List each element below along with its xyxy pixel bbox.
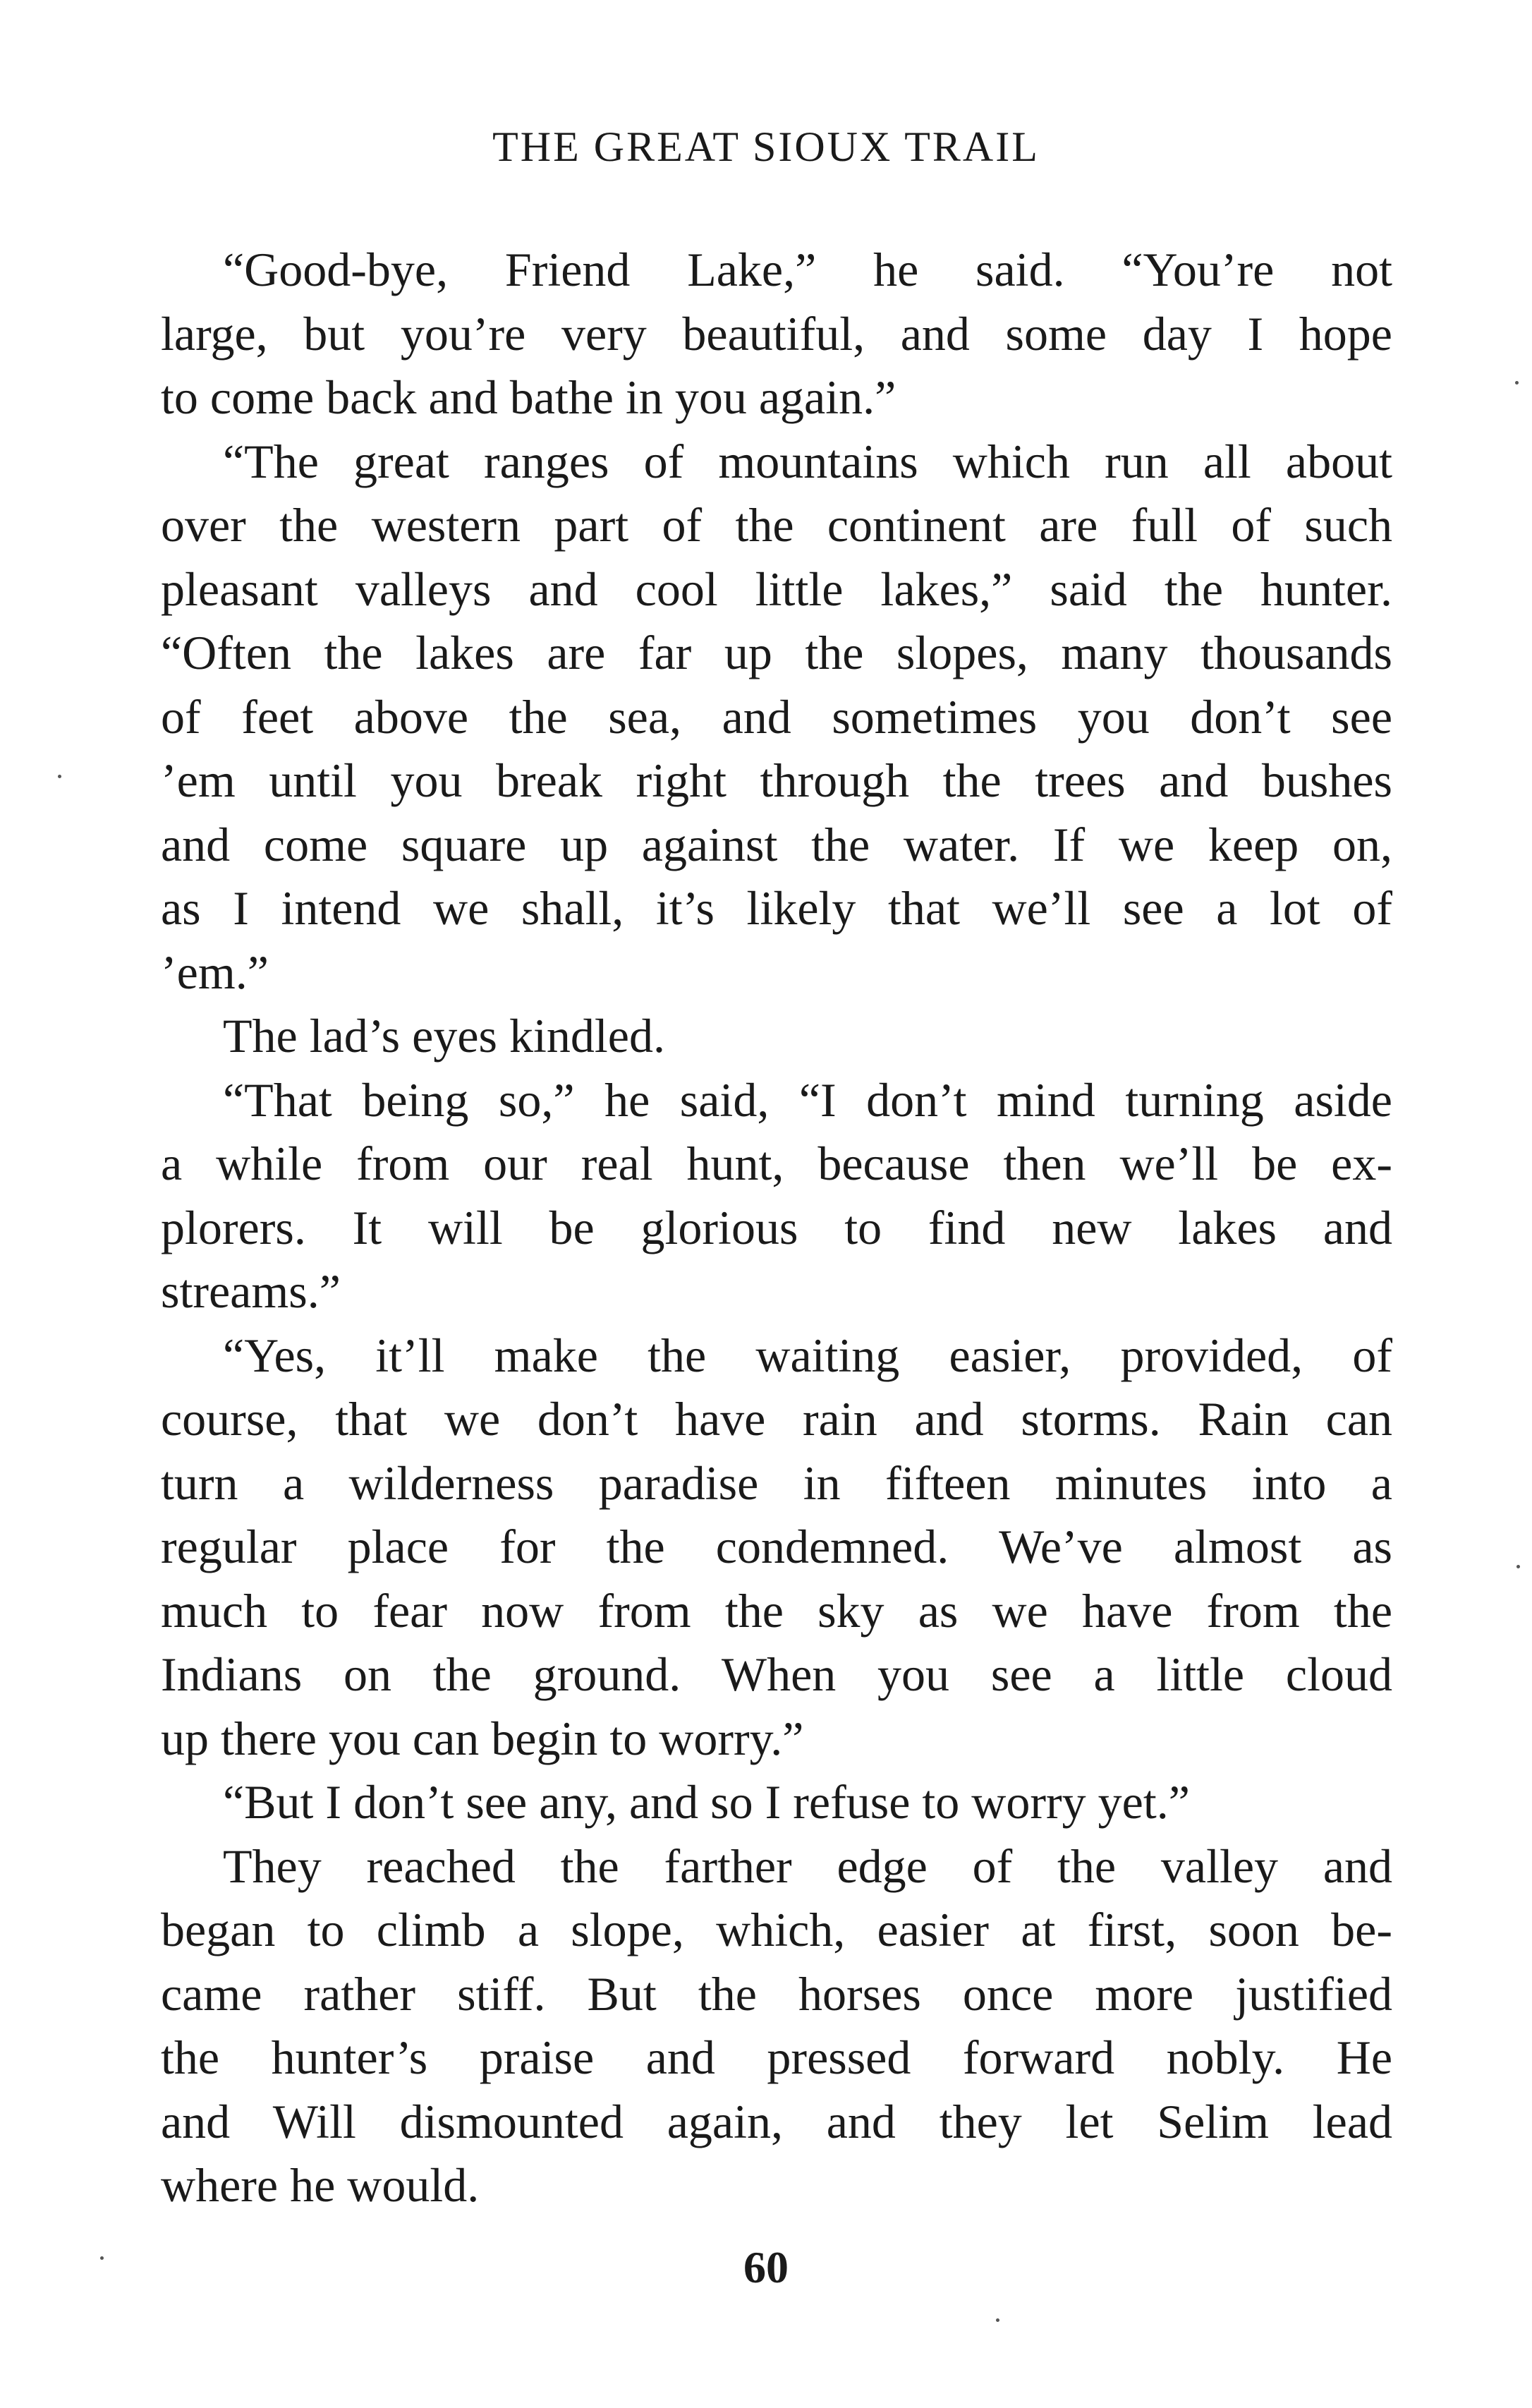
- text-line: streams.”: [161, 1264, 341, 1318]
- text-line: ’em until you break right through the trees and bushes: [161, 754, 1392, 807]
- text-line: and Will dismounted again, and they let Selim lead: [161, 2094, 1392, 2148]
- text-line: large, but you’re very beautiful, and some day I hope: [161, 306, 1392, 361]
- running-head: THE GREAT SIOUX TRAIL: [492, 123, 1040, 170]
- text-line: regular place for the condemned. We’ve almost as: [161, 1520, 1392, 1573]
- text-line: “The great ranges of mountains which run all about: [223, 434, 1392, 488]
- text-line: came rather stiff. But the horses once more justified: [161, 1966, 1392, 2021]
- scan-speck: [1515, 381, 1519, 385]
- text-line: turn a wilderness paradise in fifteen minutes into a: [161, 1456, 1392, 1510]
- text-line: began to climb a slope, which, easier at first, soon be-: [161, 1903, 1392, 1956]
- text-line: pleasant valleys and cool little lakes,” said the hunter.: [161, 562, 1392, 616]
- scan-speck: [58, 775, 61, 778]
- text-line: Indians on the ground. When you see a little cloud: [161, 1647, 1392, 1701]
- text-line: ’em.”: [161, 945, 269, 999]
- text-line: a while from our real hunt, because then we’ll be ex-: [161, 1137, 1392, 1190]
- text-line: They reached the farther edge of the valley and: [223, 1839, 1392, 1893]
- scan-speck: [1516, 1565, 1520, 1568]
- text-line: “Good-bye, Friend Lake,” he said. “You’re not: [223, 243, 1392, 296]
- scan-speck: [100, 2256, 104, 2260]
- text-line: “That being so,” he said, “I don’t mind turning aside: [223, 1072, 1392, 1127]
- text-line: to come back and bathe in you again.”: [161, 370, 896, 424]
- text-line: much to fear now from the sky as we have from the: [161, 1583, 1392, 1638]
- page-number: 60: [743, 2242, 789, 2292]
- scan-speck: [996, 2318, 999, 2322]
- text-line: course, that we don’t have rain and storms. Rain can: [161, 1392, 1392, 1446]
- text-line: over the western part of the continent are full of such: [161, 498, 1392, 552]
- text-line: “Yes, it’ll make the waiting easier, provided, of: [223, 1328, 1392, 1382]
- text-line: “Often the lakes are far up the slopes, many thousands: [161, 626, 1392, 679]
- text-line: the hunter’s praise and pressed forward nobly. He: [161, 2031, 1392, 2084]
- text-line: “But I don’t see any, and so I refuse to worry yet.”: [223, 1775, 1190, 1829]
- text-line: where he would.: [161, 2158, 480, 2212]
- text-line: plorers. It will be glorious to find new lakes and: [161, 1200, 1392, 1254]
- text-line: up there you can begin to worry.”: [161, 1711, 804, 1765]
- text-line: and come square up against the water. If we keep on,: [161, 817, 1392, 871]
- text-line: as I intend we shall, it’s likely that we’ll see a lot of: [161, 881, 1392, 935]
- text-line: of feet above the sea, and sometimes you don’t see: [161, 689, 1392, 744]
- text-line: The lad’s eyes kindled.: [223, 1009, 665, 1063]
